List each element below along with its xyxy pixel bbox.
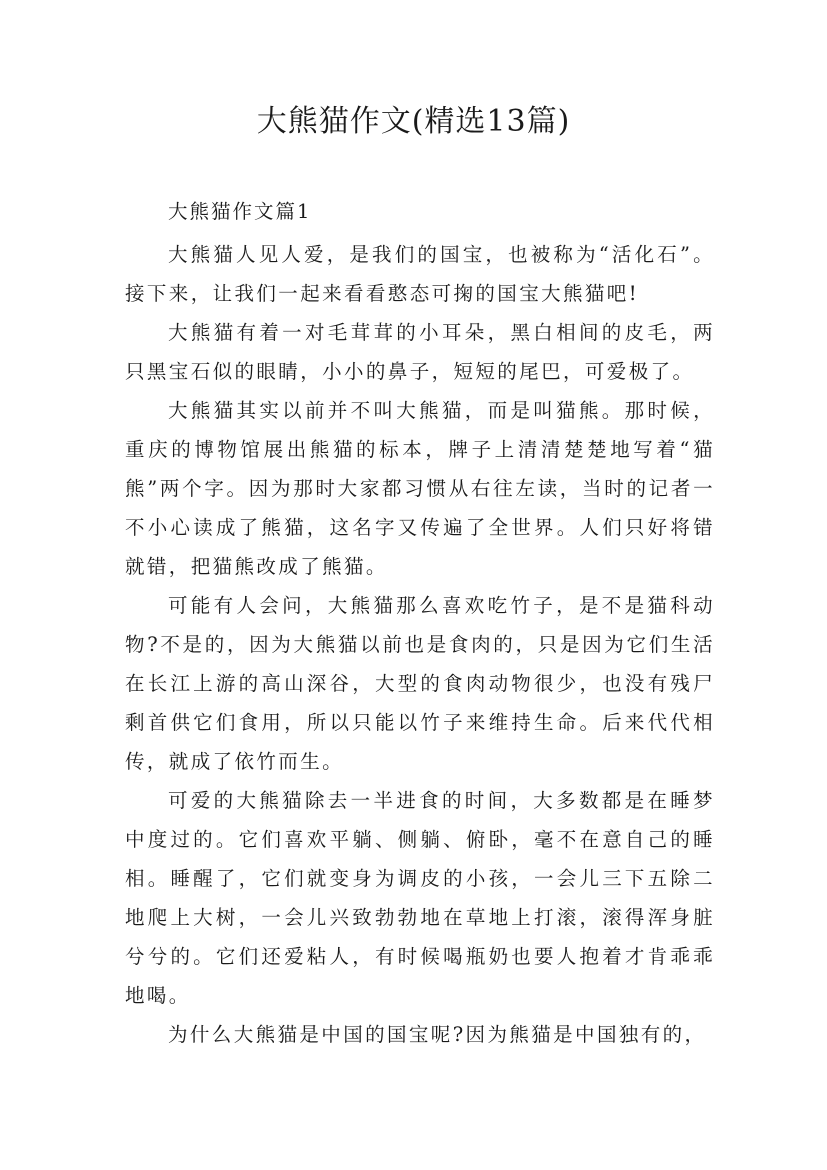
paragraph: 大熊猫人见人爱，是我们的国宝，也被称为“活化石”。接下来，让我们一起来看看憨态可掬的国宝大熊猫吧! <box>125 243 715 305</box>
paragraph: 为什么大熊猫是中国的国宝呢?因为熊猫是中国独有的， <box>168 1023 707 1046</box>
document-body <box>125 235 715 1054</box>
paragraph: 可爱的大熊猫除去一半进食的时间，大多数都是在睡梦中度过的。它们喜欢平躺、侧躺、俯卧，毫不在意自己的睡相。睡醒了，它们就变身为调皮的小孩，一会儿三下五除二地爬上大树，一会儿兴致勃勃地在草地上打滚，滚得浑身脏兮兮的。它们还爱粘人，有时候喝瓶奶也要人抱着才肯乖乖地喝。 <box>125 789 715 1007</box>
section-heading: 大熊猫作文篇1 <box>168 200 312 223</box>
document-title: 大熊猫作文(精选13篇) <box>256 104 571 139</box>
paragraph: 大熊猫有着一对毛茸茸的小耳朵，黑白相间的皮毛，两只黑宝石似的眼睛，小小的鼻子，短短的尾巴，可爱极了。 <box>125 321 715 383</box>
paragraph: 大熊猫其实以前并不叫大熊猫，而是叫猫熊。那时候，重庆的博物馆展出熊猫的标本，牌子上清清楚楚地写着“猫熊”两个字。因为那时大家都习惯从右往左读，当时的记者一不小心读成了熊猫，这名字又传遍了全世界。人们只好将错就错，把猫熊改成了熊猫。 <box>125 399 715 578</box>
paragraph: 可能有人会问，大熊猫那么喜欢吃竹子，是不是猫科动物?不是的，因为大熊猫以前也是食肉的，只是因为它们生活在长江上游的高山深谷，大型的食肉动物很少，也没有残尸剩首供它们食用，所以只能以竹子来维持生命。后来代代相传，就成了依竹而生。 <box>125 594 715 773</box>
